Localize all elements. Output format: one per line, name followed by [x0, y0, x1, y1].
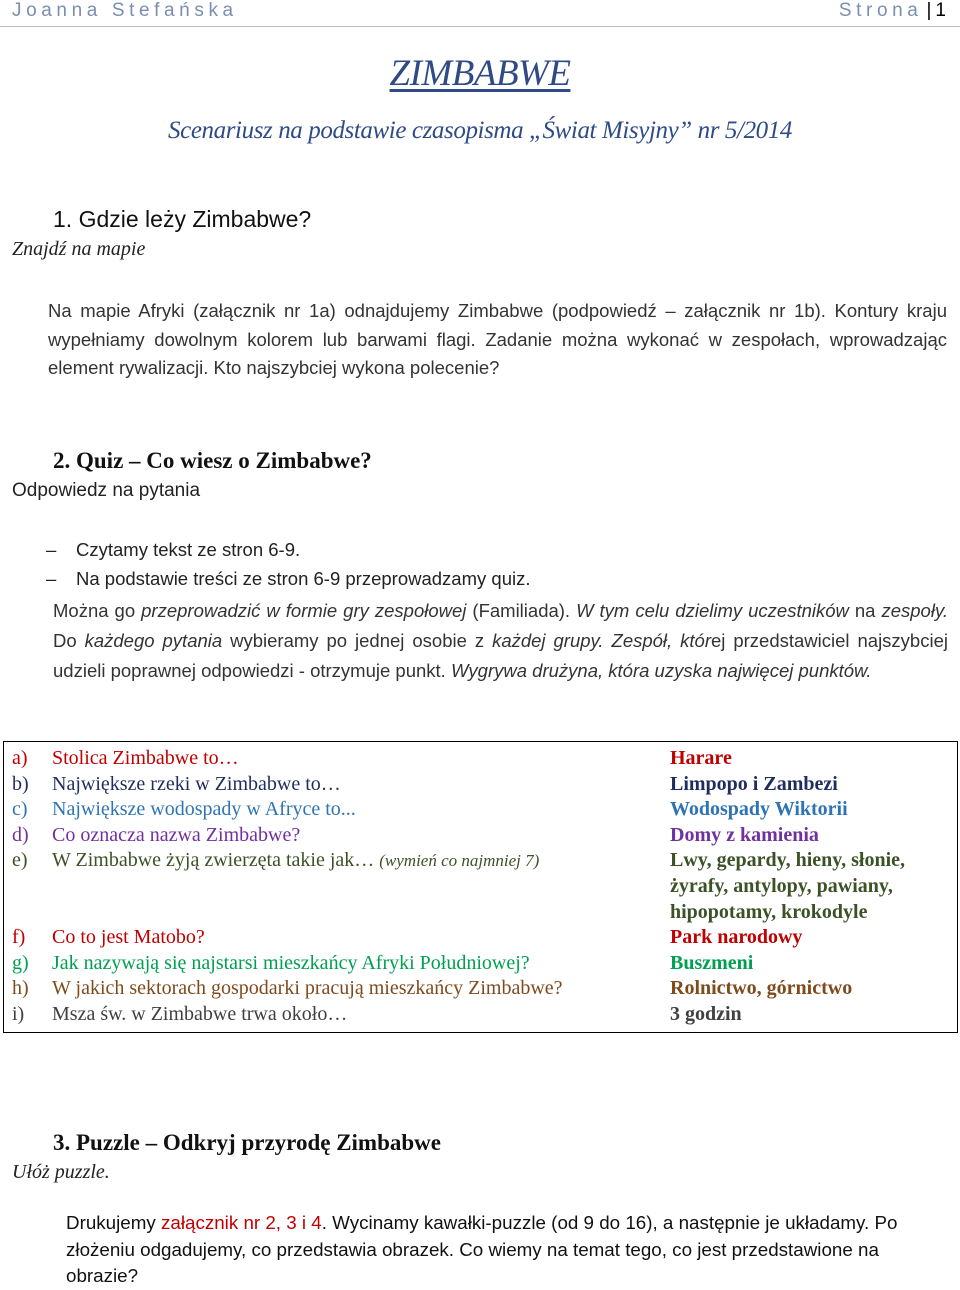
quiz-answer: Domy z kamienia [670, 823, 819, 846]
question-note: (wymień co najmniej 7) [379, 851, 540, 871]
quiz-question [52, 797, 670, 823]
text-run: na [848, 600, 882, 621]
quiz-answer: 3 godzin [670, 1002, 742, 1025]
quiz-letter: g) [12, 951, 29, 974]
section1-subheading: Znajdź na mapie [12, 238, 146, 260]
quiz-row [4, 1002, 958, 1032]
document-subtitle: Scenariusz na podstawie czasopisma „Świat Misyjny” nr 5/2014 [168, 117, 792, 144]
bullet-text: Na podstawie treści ze stron 6-9 przeprowadzamy quiz. [76, 568, 531, 589]
header-author: Joanna Stefańska [12, 0, 238, 21]
quiz-answer: Lwy, gepardy, hieny, słonie, żyrafy, antylopy, pawiany, hipopotamy, krokodyle [670, 849, 906, 923]
quiz-row [4, 848, 958, 925]
dash-icon: – [46, 568, 57, 589]
quiz-letter: b) [12, 772, 29, 795]
quiz-question [52, 976, 670, 1002]
text-run: każdego pytania [84, 630, 223, 651]
question-text: W Zimbabwe żyją zwierzęta takie jak… [52, 849, 380, 872]
quiz-answer: Limpopo i Zambezi [670, 772, 838, 795]
text-run: . Wycinamy kawałki-puzzle (od 9 do 16), a następnie je układamy. Po złożeniu odgadujemy, co przedstawia obrazek. Co wiemy na temat tego, co jest przedstawione na obrazie? [66, 1212, 898, 1286]
quiz-row [4, 797, 958, 823]
header-divider [0, 26, 960, 27]
quiz-question [52, 1002, 670, 1032]
question-text: Największe wodospady w Afryce to... [52, 798, 356, 821]
question-text: W jakich sektorach gospodarki pracują mieszkańcy Zimbabwe? [52, 977, 563, 1000]
page-separator: | [926, 0, 932, 21]
quiz-row [4, 772, 958, 798]
text-run: przeprowadzić w formie gry zespołowej [141, 600, 467, 621]
quiz-row [4, 951, 958, 977]
page-number: 1 [935, 0, 946, 21]
quiz-row [4, 742, 958, 772]
text-run: Zespół, któr [611, 630, 711, 651]
quiz-answer: Wodospady Wiktorii [670, 798, 848, 821]
text-run: Wygrywa drużyna, która uzyska najwięcej punktów. [450, 660, 872, 681]
text-run: W tym celu dzielimy uczestników [576, 600, 849, 621]
text-run: Do [53, 630, 85, 651]
quiz-question [52, 742, 670, 772]
text-run: wybieramy po jednej osobie z [222, 630, 493, 651]
quiz-question [52, 925, 670, 951]
quiz-table [3, 741, 958, 1033]
quiz-answer: Harare [670, 747, 732, 769]
section2-heading: 2. Quiz – Co wiesz o Zimbabwe? [53, 448, 372, 473]
text-run: każdej grupy. [492, 630, 604, 651]
quiz-question [52, 772, 670, 798]
quiz-row [4, 823, 958, 849]
question-text: Największe rzeki w Zimbabwe to… [52, 772, 341, 795]
quiz-letter: i) [12, 1002, 25, 1025]
text-run: ej przedstawiciel najszybciej udzieli poprawnej odpowiedzi - otrzymuje punkt. [53, 630, 948, 681]
quiz-row [4, 976, 958, 1002]
text-run: Drukujemy [66, 1212, 161, 1233]
bullet-item [46, 568, 530, 590]
quiz-answer: Rolnictwo, górnictwo [670, 977, 853, 1000]
section2-paragraph [53, 596, 948, 686]
text-run: zespoły. [881, 600, 948, 621]
section2-subheading: Odpowiedz na pytania [12, 480, 201, 501]
quiz-question [52, 848, 670, 925]
text-run [604, 630, 612, 651]
quiz-answer: Buszmeni [670, 951, 754, 974]
document-title: ZIMBABWE [389, 53, 571, 94]
section1-heading: 1. Gdzie leży Zimbabwe? [53, 206, 312, 232]
question-text: Co oznacza nazwa Zimbabwe? [52, 823, 301, 846]
quiz-letter: e) [12, 849, 28, 872]
bullet-item [46, 539, 300, 561]
question-text: Co to jest Matobo? [52, 926, 205, 949]
section1-paragraph: Na mapie Afryki (załącznik nr 1a) odnajdujemy Zimbabwe (podpowiedź – załącznik nr 1b). Kontury kraju wypełniamy dowolnym kolorem lub barwami flagi. Zadanie można wykonać w zespołach, wprowadzając element rywalizacji. Kto najszybciej wykona polecenie? [48, 300, 947, 378]
quiz-letter: a) [12, 747, 28, 769]
quiz-letter: d) [12, 823, 29, 846]
dash-icon: – [46, 539, 57, 560]
header-page-number [839, 0, 946, 22]
quiz-question [52, 823, 670, 849]
quiz-letter: c) [12, 798, 28, 821]
quiz-letter: h) [12, 977, 29, 1000]
section3-subheading: Ułóż puzzle. [12, 1161, 110, 1183]
text-run: (Familiada). [466, 600, 577, 621]
question-text: Jak nazywają się najstarsi mieszkańcy Afryki Południowej? [52, 951, 530, 974]
quiz-row [4, 925, 958, 951]
attachment-reference: załącznik nr 2, 3 i 4 [160, 1212, 322, 1233]
quiz-letter: f) [12, 926, 26, 949]
quiz-question [52, 951, 670, 977]
text-run: Można go [53, 600, 142, 621]
section3-heading: 3. Puzzle – Odkryj przyrodę Zimbabwe [53, 1130, 441, 1155]
bullet-text: Czytamy tekst ze stron 6-9. [76, 539, 301, 560]
page-label: Strona [838, 0, 923, 21]
section3-paragraph [66, 1210, 950, 1290]
quiz-answer: Park narodowy [670, 926, 803, 949]
question-text: Stolica Zimbabwe to… [52, 747, 239, 769]
question-text: Msza św. w Zimbabwe trwa około… [52, 1002, 348, 1025]
